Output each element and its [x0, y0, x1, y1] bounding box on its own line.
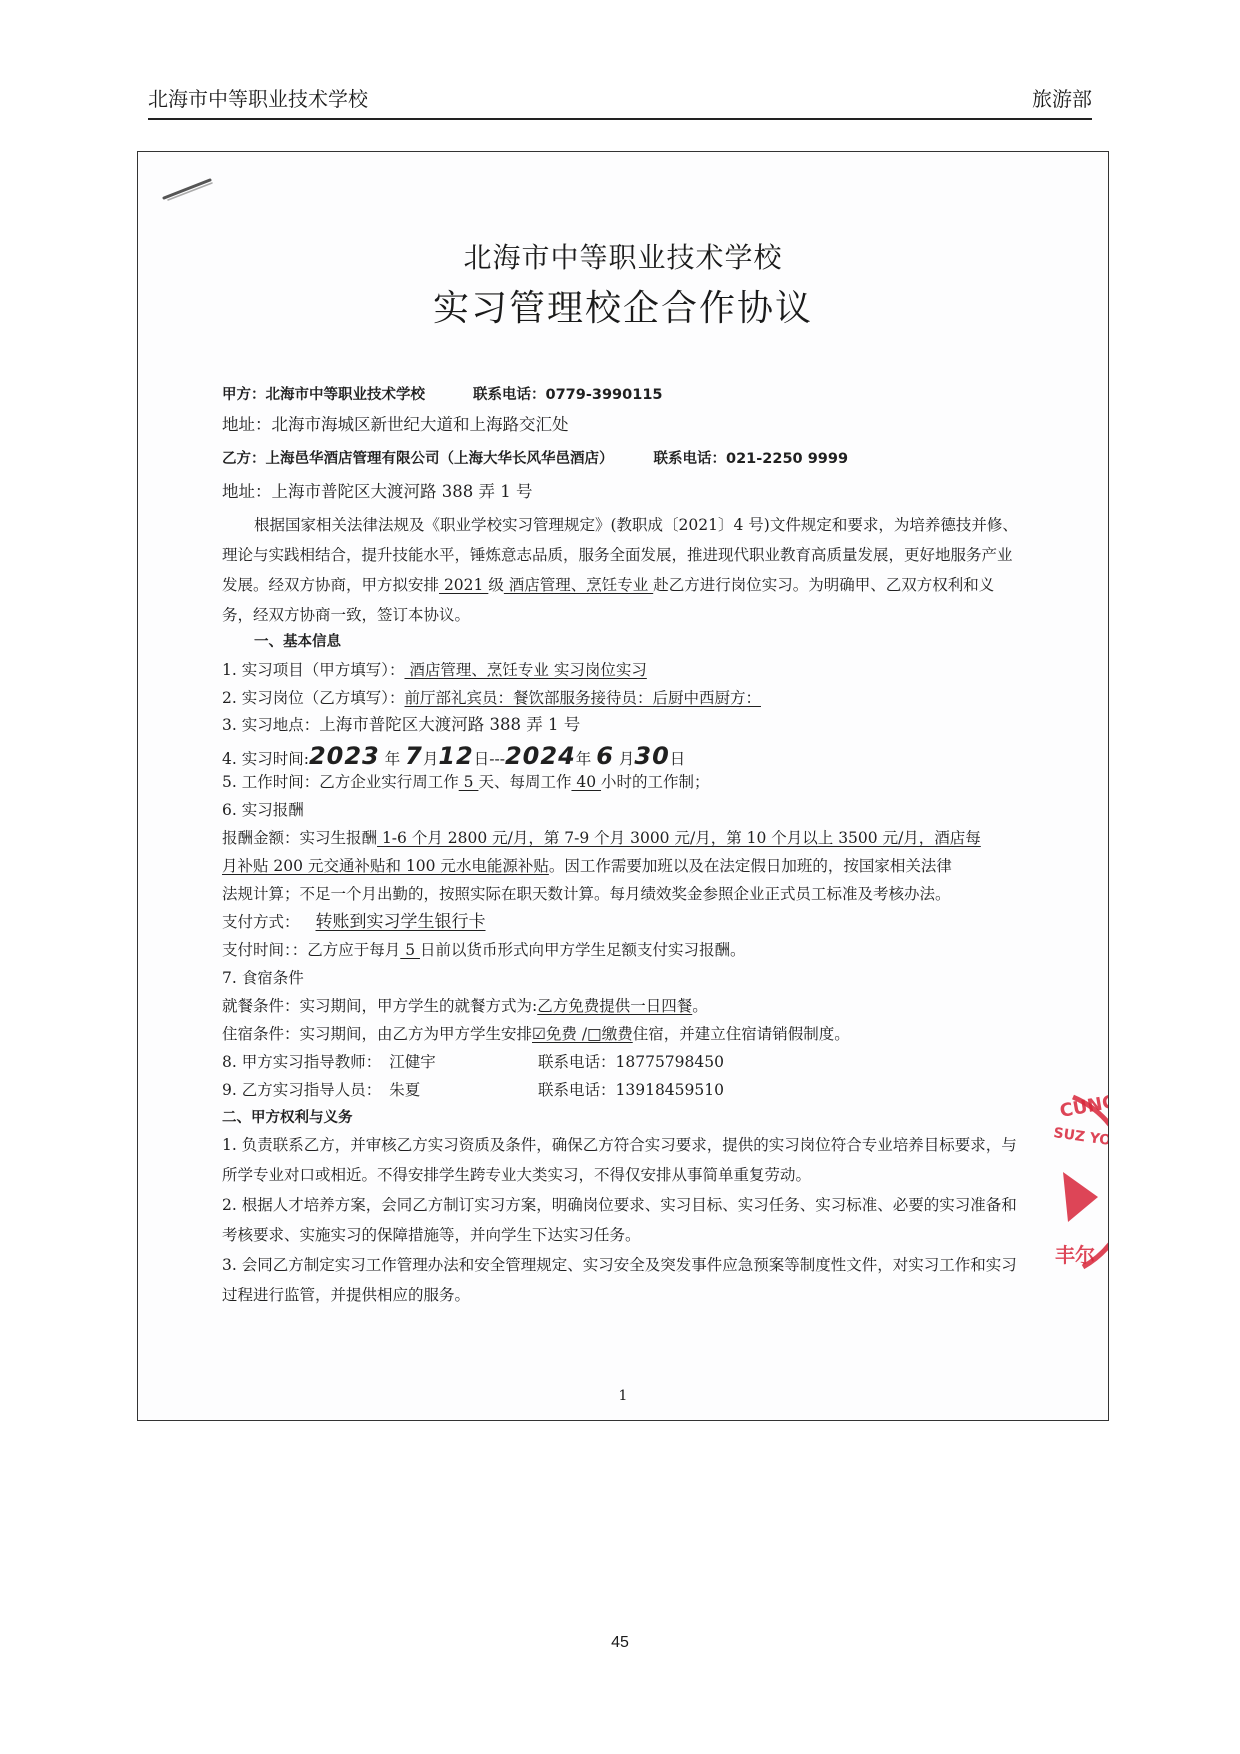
lodging-choice: ☑免费 /□缴费 [532, 1025, 633, 1043]
item-4-text: 年 [575, 750, 592, 768]
scanned-agreement-image [137, 151, 1148, 1421]
pay-day-value: 5 [400, 941, 420, 959]
item-8 [222, 1052, 436, 1072]
item-2 [222, 688, 761, 708]
company-instructor-phone: 联系电话：13918459510 [538, 1081, 724, 1099]
item-2-label: 2. 实习岗位（乙方填写）： [222, 689, 405, 707]
svg-text:丰尔: 丰尔 [1055, 1243, 1095, 1267]
party-a-name: 甲方：北海市中等职业技术学校 [222, 387, 425, 403]
pay-method [222, 912, 486, 932]
item-3-value: 上海市普陀区大渡河路 388 弄 1 号 [319, 715, 581, 734]
intro-grade: 2021 [439, 576, 489, 594]
item-2-value: 前厅部礼宾员：餐饮部服务接待员：后厨中西厨方： [404, 689, 761, 707]
party-b-phone: 联系电话：021-2250 9999 [653, 451, 849, 467]
pay-value-2: 月补贴 200 元交通补贴和 100 元水电能源补贴 [222, 857, 549, 875]
end-day-handwritten: 30 [634, 742, 670, 770]
pay-time [222, 940, 746, 960]
meal-value: 乙方免费提供一日四餐 [537, 997, 693, 1015]
meal-line [222, 996, 708, 1016]
pay-time-text: 支付时间：：乙方应于每月 [222, 941, 401, 959]
item-5-text: 天、每周工作 [478, 773, 572, 791]
doc-title-school: 北海市中等职业技术学校 [463, 241, 783, 274]
company-seal-icon [1043, 1077, 1148, 1277]
svg-text:SUZ YOZYAI: SUZ YOZYAI [1052, 1125, 1147, 1154]
item-5-text: 5. 工作时间：乙方企业实行周工作 [222, 773, 459, 791]
start-month-handwritten: 7 [405, 742, 423, 770]
lodging-text: 住宿，并建立住宿请销假制度。 [632, 1025, 850, 1043]
item-4-text: 年 [384, 750, 401, 768]
item-4-text: 月 [618, 750, 635, 768]
pay-line-3: 法规计算；不足一个月出勤的，按照实际在职天数计算。每月绩效奖金参照企业正式员工标准及考核办法。 [222, 885, 951, 903]
pay-method-value: 转账到实习学生银行卡 [315, 912, 486, 932]
start-day-handwritten: 12 [438, 742, 474, 770]
end-month-handwritten: 6 [596, 742, 614, 770]
intro-text-2: 级 [488, 576, 504, 594]
pay-method-label: 支付方式： [222, 913, 300, 931]
item-6-heading: 6. 实习报酬 [222, 801, 304, 819]
section-1-heading: 一、基本信息 [254, 634, 341, 650]
pay-line-1 [222, 828, 981, 848]
intro-text-3: 赴乙方进行岗位实习。为明确甲、乙双方权利和义务，经双方协商一致，签订本协议。 [222, 576, 995, 624]
intro-paragraph [222, 510, 1022, 630]
item-5-text: 小时的工作制； [601, 773, 710, 791]
item-4-text: 日 [669, 750, 686, 768]
item-9 [222, 1080, 420, 1100]
item-4 [222, 742, 685, 773]
staple-mark-icon [160, 174, 216, 202]
item-4-text: 月 [422, 750, 439, 768]
pay-text-2: 。因工作需要加班以及在法定假日加班的，按国家相关法律 [548, 857, 952, 875]
section-2-heading: 二、甲方权利与义务 [222, 1110, 353, 1126]
lodging-label: 住宿条件：实习期间，由乙方为甲方学生安排 [222, 1025, 533, 1043]
meal-label: 就餐条件：实习期间，甲方学生的就餐方式为: [222, 997, 538, 1015]
lodging-line [222, 1024, 850, 1044]
item-1 [222, 660, 647, 680]
company-instructor-name: 朱夏 [389, 1081, 421, 1099]
item-4-text: 日--- [473, 750, 505, 768]
start-year-handwritten: 2023 [308, 742, 380, 770]
doc-title-agreement: 实习管理校企合作协议 [432, 288, 813, 329]
right-2: 2. 根据人才培养方案，会同乙方制订实习方案，明确岗位要求、实习目标、实习任务、实习标准、必要的实习准备和考核要求、实施实习的保障措施等，并向学生下达实习任务。 [222, 1196, 1017, 1244]
svg-text:CUNGHU: CUNGHU [1058, 1086, 1148, 1122]
end-year-handwritten: 2024 [504, 742, 576, 770]
pay-line-2 [222, 856, 952, 876]
running-header [148, 86, 1092, 120]
work-hours-value: 40 [571, 773, 602, 791]
header-department: 旅游部 [1032, 87, 1092, 111]
item-4-label: 4. 实习时间: [222, 750, 309, 768]
pay-label: 报酬金额：实习生报酬 [222, 829, 378, 847]
party-b-line [222, 448, 848, 469]
item-3 [222, 715, 580, 735]
item-7-heading: 7. 食宿条件 [222, 969, 304, 987]
intro-major: 酒店管理、烹饪专业 [503, 576, 654, 594]
intro-text-1: 根据国家相关法律法规及《职业学校实习管理规定》(教职成〔2021〕4 号)文件规定和要求，为培养德技并修、理论与实践相结合，提升技能水平，锤炼意志品质，服务全面发展，推进现代职业教育高质量发展，更好地服务产业发展。经双方协商，甲方拟安排 [222, 516, 1018, 594]
school-instructor-name: 江健宇 [389, 1053, 436, 1071]
party-b-name: 乙方：上海邑华酒店管理有限公司（上海大华长风华邑酒店） [222, 451, 614, 467]
party-a-line [222, 384, 663, 405]
school-instructor-phone: 联系电话：18775798450 [538, 1053, 724, 1071]
party-a-phone: 联系电话：0779-3990115 [473, 387, 663, 403]
page-number: 45 [611, 1634, 629, 1651]
right-1: 1. 负责联系乙方，并审核乙方实习资质及条件，确保乙方符合实习要求，提供的实习岗位符合专业培养目标要求，与所学专业对口或相近。不得安排学生跨专业大类实习，不得仅安排从事简单重复劳动。 [222, 1136, 1017, 1184]
pay-time-text: 日前以货币形式向甲方学生足额支付实习报酬。 [419, 941, 746, 959]
pay-value-1: 1-6 个月 2800 元/月，第 7-9 个月 3000 元/月，第 10 个月以上 3500 元/月，酒店每 [377, 829, 981, 847]
item-3-label: 3. 实习地点： [222, 716, 320, 734]
right-3: 3. 会同乙方制定实习工作管理办法和安全管理规定、实习安全及突发事件应急预案等制度性文件，对实习工作和实习过程进行监管，并提供相应的服务。 [222, 1256, 1017, 1304]
party-b-address: 地址：上海市普陀区大渡河路 388 弄 1 号 [222, 482, 533, 501]
item-9-label: 9. 乙方实习指导人员： [222, 1081, 382, 1099]
meal-end: 。 [692, 997, 708, 1015]
party-a-address: 地址：北海市海城区新世纪大道和上海路交汇处 [222, 415, 569, 434]
scanned-page-number: 1 [618, 1388, 628, 1404]
header-school-name: 北海市中等职业技术学校 [148, 87, 368, 111]
item-5 [222, 772, 710, 792]
work-days-value: 5 [458, 773, 479, 791]
scanned-page [138, 152, 1148, 1420]
item-8-label: 8. 甲方实习指导教师： [222, 1053, 382, 1071]
item-1-label: 1. 实习项目（甲方填写）： [222, 661, 405, 679]
item-1-value: 酒店管理、烹饪专业 实习岗位实习 [404, 661, 647, 679]
